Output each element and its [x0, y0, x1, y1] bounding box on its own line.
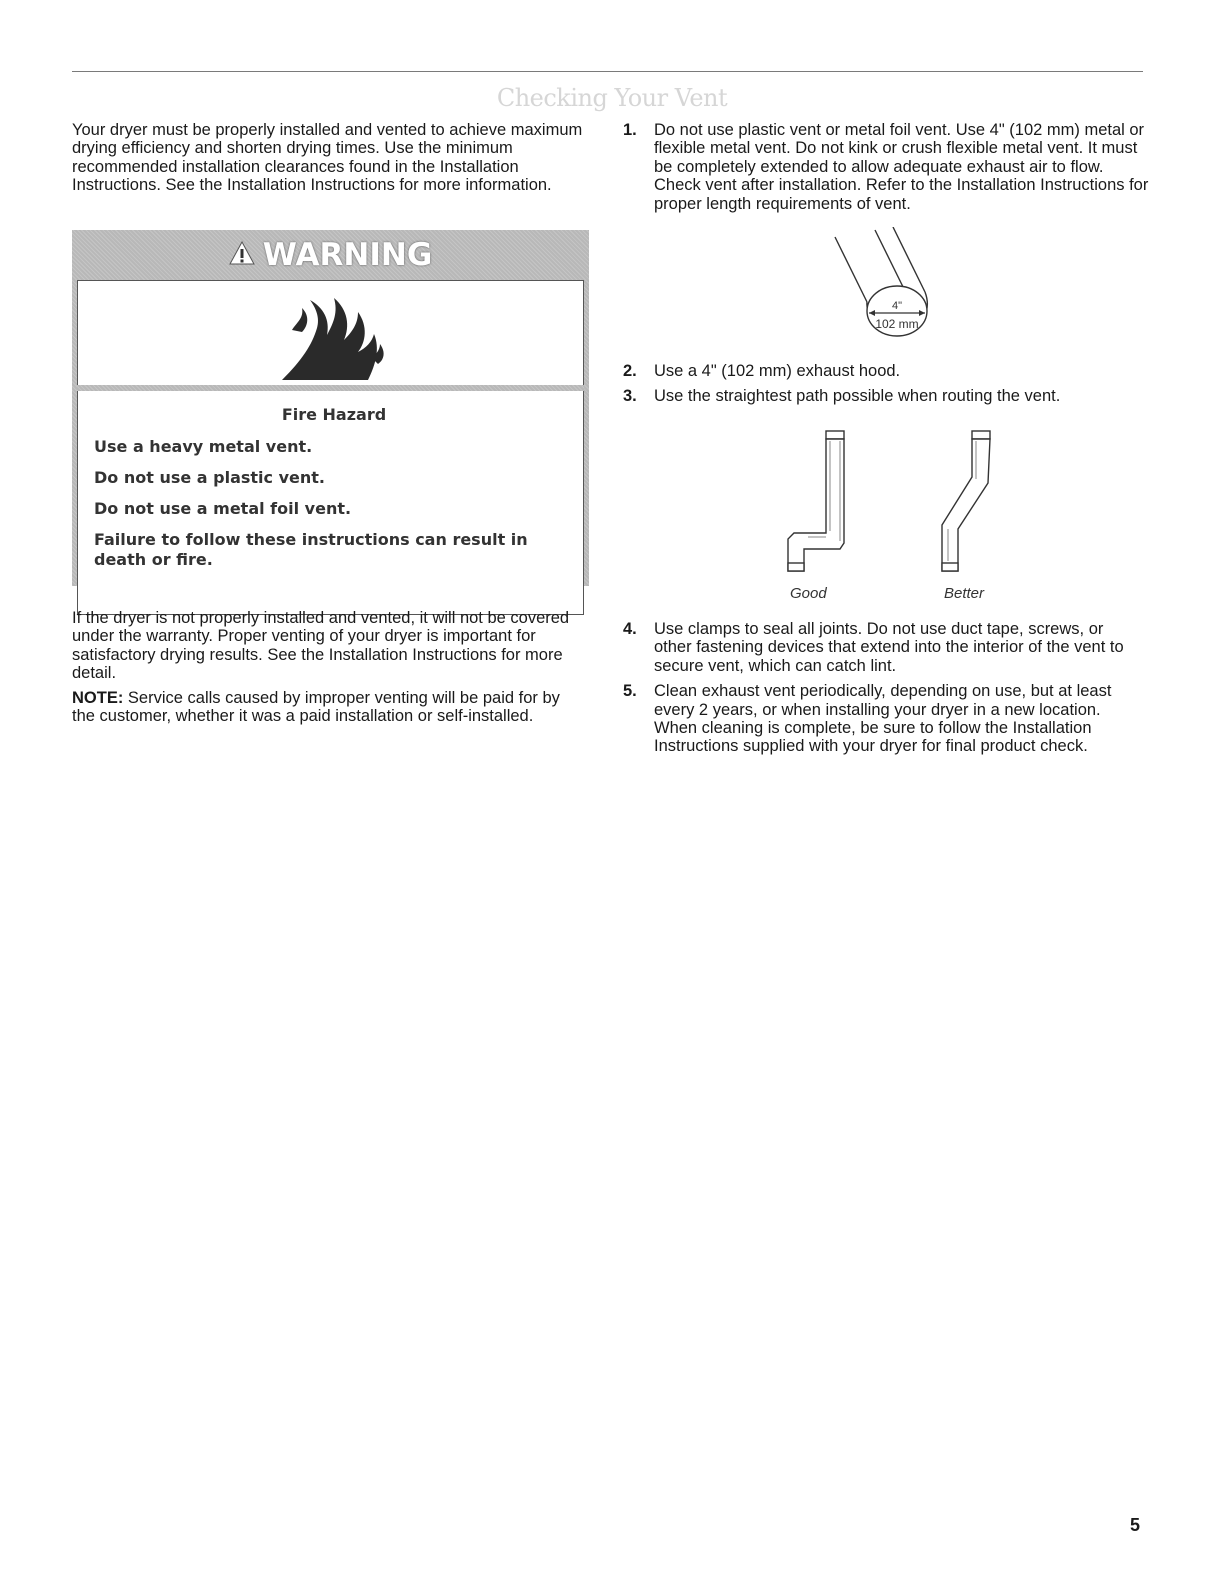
list-item — [623, 362, 1143, 380]
warning-header-text: WARNING — [262, 237, 433, 273]
page-title: Checking Your Vent — [496, 84, 728, 112]
step-text: Use the straightest path possible when routing the vent. — [654, 387, 1061, 406]
fire-icon — [272, 290, 392, 387]
step-number: 4. — [623, 620, 637, 638]
note-paragraph — [72, 689, 587, 726]
right-column — [623, 121, 1153, 213]
left-column — [72, 121, 592, 195]
better-route-pipe — [942, 431, 990, 571]
steps-4-5 — [623, 620, 1143, 763]
hazard-title: Fire Hazard — [281, 405, 387, 424]
vent-diameter-illustration — [823, 227, 943, 347]
warranty-paragraph: If the dryer is not properly installed and vented, it will not be covered under the warranty. Proper venting of your dryer is important for satisfactory drying results. See the Installation Instructions for more detail. — [72, 609, 570, 683]
warning-line: Do not use a metal foil vent. — [94, 499, 352, 518]
step-number: 1. — [623, 121, 637, 139]
step-number: 5. — [623, 682, 637, 701]
step-text: Do not use plastic vent or metal foil vent. Use 4" (102 mm) metal or flexible metal vent. Do not kink or crush flexible metal vent. It must be completely extended to allow adequate exhaust air to flow. Check vent after installation. Refer to the Installation Instructions for proper length requirements of vent. — [654, 121, 1149, 213]
step-number: 3. — [623, 387, 637, 406]
note-label: NOTE: — [72, 688, 124, 707]
warning-header — [72, 230, 589, 280]
step-text: Use a 4" (102 mm) exhaust hood. — [654, 362, 901, 380]
list-item — [623, 682, 1143, 756]
step-text: Clean exhaust vent periodically, depending on use, but at least every 2 years, or when installing your dryer in a new location. When cleaning is complete, be sure to follow the Installation Instructions supplied with your dryer for final product check. — [654, 682, 1112, 756]
caption-good: Good — [790, 585, 827, 602]
list-item — [623, 620, 1143, 675]
vent-routing-illustration — [760, 425, 1020, 590]
warning-line: Use a heavy metal vent. — [94, 437, 313, 456]
intro-paragraph: Your dryer must be properly installed and vented to achieve maximum drying efficiency and shorten drying times. Use the minimum recommended installation clearances found in the Installation Instructions. See the Installation Instructions for more information. — [72, 121, 583, 195]
list-item — [623, 121, 1153, 213]
steps-2-3 — [623, 362, 1143, 413]
note-text: Service calls caused by improper venting will be paid for by the customer, whether it was a paid installation or self-installed. — [72, 688, 560, 726]
warning-text — [94, 405, 574, 581]
warning-box — [72, 230, 589, 586]
pipe-label-mm: 102 mm — [875, 317, 919, 331]
header-rule — [72, 71, 1143, 72]
page-number: 5 — [1130, 1515, 1141, 1535]
good-route-pipe — [788, 431, 844, 571]
warranty-section — [72, 609, 587, 731]
warning-line: Do not use a plastic vent. — [94, 468, 325, 487]
pipe-label-inches: 4" — [891, 300, 903, 312]
step-text: Use clamps to seal all joints. Do not use duct tape, screws, or other fastening devices that extend into the interior of the vent to secure vent, which can catch lint. — [654, 620, 1124, 675]
warning-triangle-icon — [229, 237, 255, 273]
list-item — [623, 387, 1143, 405]
step-number: 2. — [623, 362, 637, 380]
caption-better: Better — [944, 585, 985, 602]
warning-line: Failure to follow these instructions can result in death or fire. — [94, 530, 528, 569]
